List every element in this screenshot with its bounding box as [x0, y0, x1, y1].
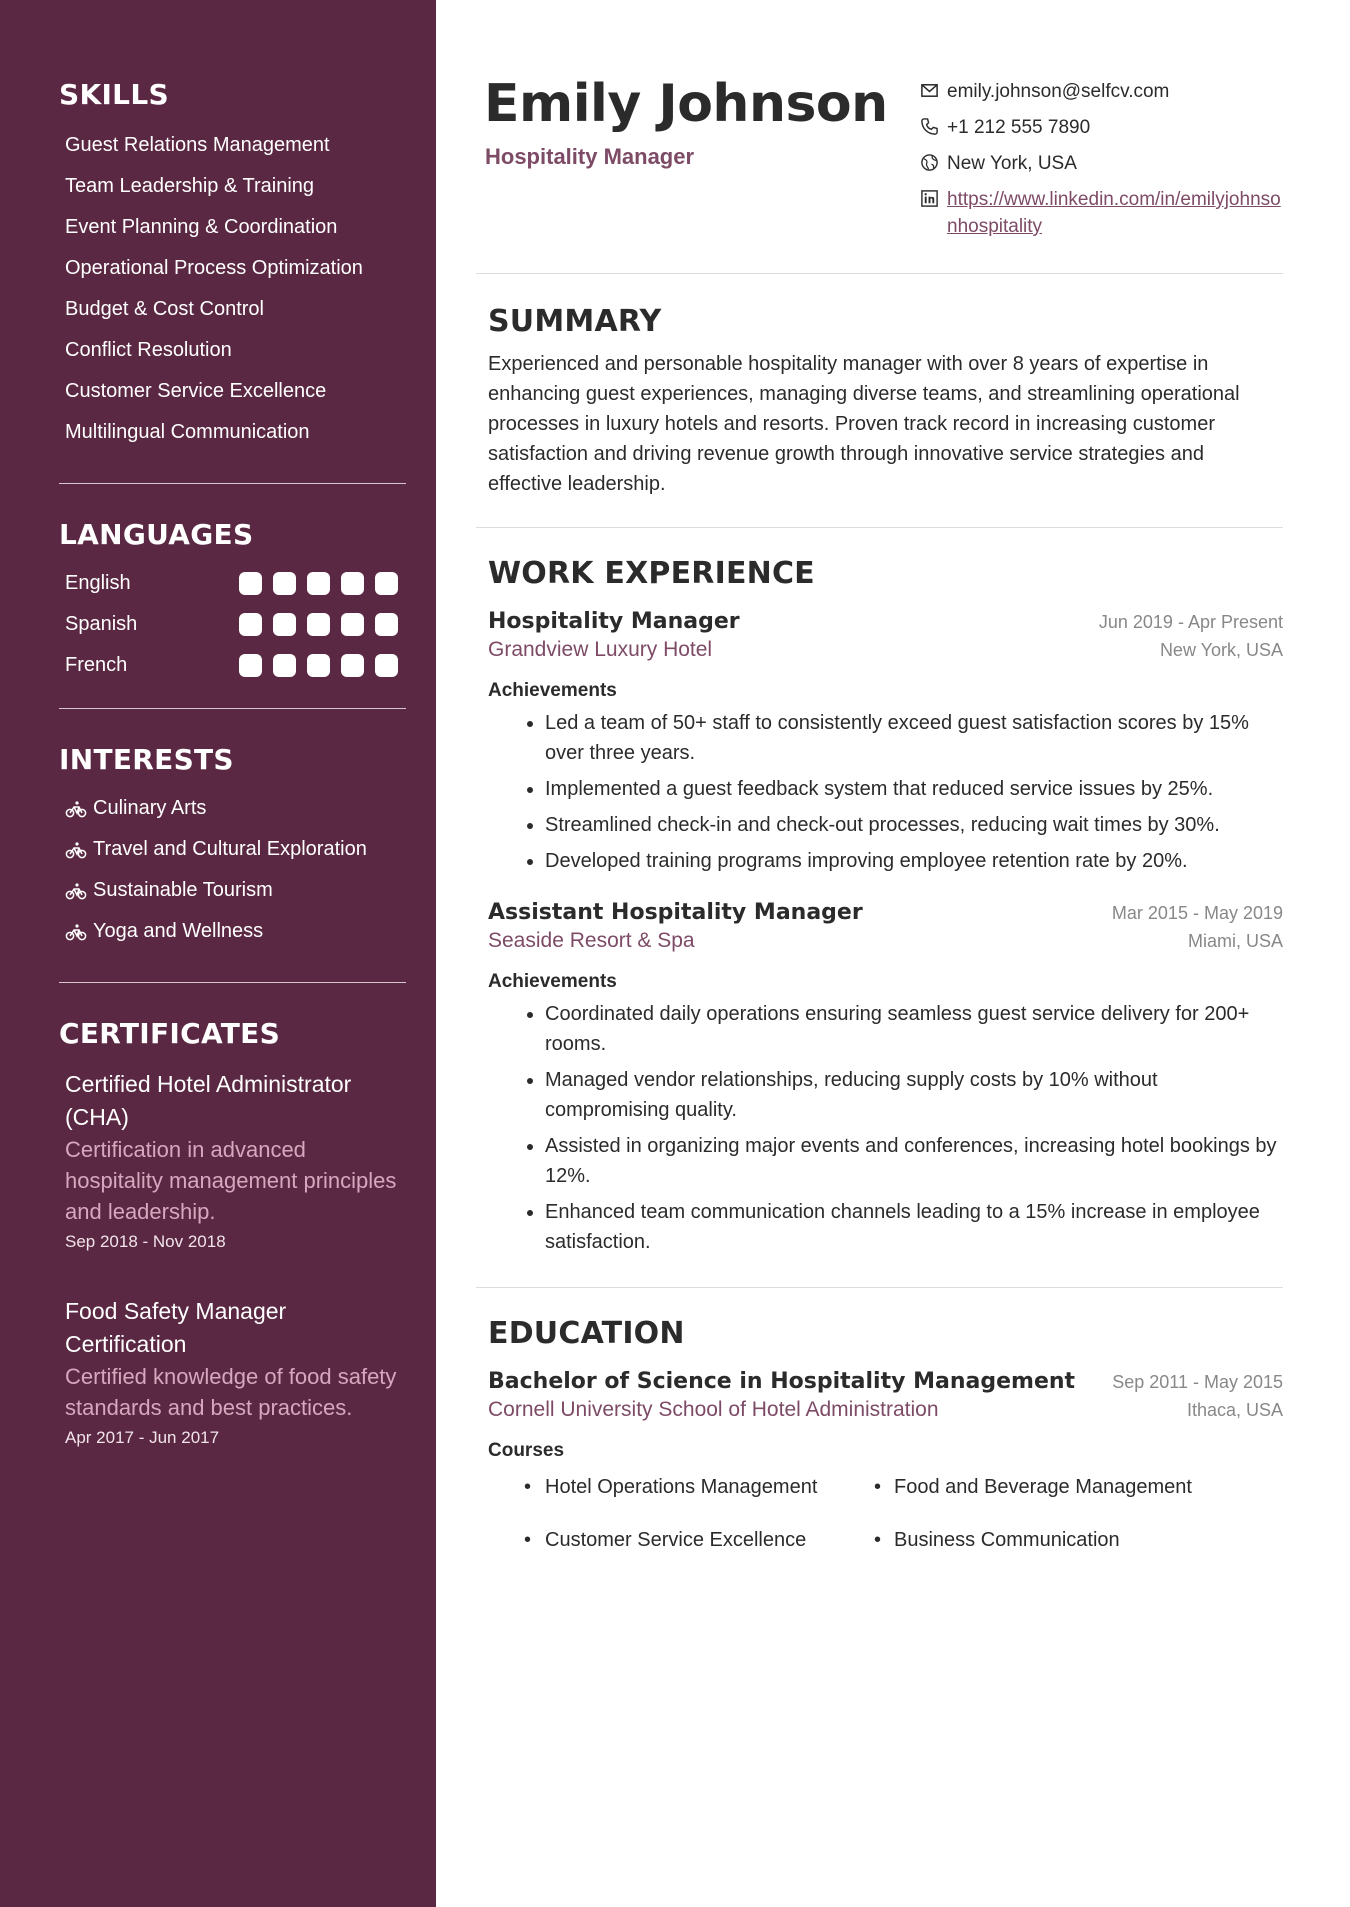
- language-item: [65, 563, 406, 604]
- language-level-dot: [273, 572, 296, 595]
- courses-label: Courses: [488, 1440, 565, 1461]
- contact-location: [920, 150, 1283, 177]
- language-level-dots: [239, 654, 398, 677]
- language-level-dot: [341, 572, 364, 595]
- language-name: Spanish: [65, 613, 138, 635]
- achievements-list: [488, 708, 1283, 876]
- certificate-item: [59, 1295, 406, 1453]
- skill-item: Budget & Cost Control: [65, 298, 264, 320]
- linkedin-link[interactable]: https://www.linkedin.com/in/emilyjohnsonhospitality: [947, 189, 1281, 237]
- certificate-description: Certification in advanced hospitality management principles and leadership.: [65, 1137, 397, 1224]
- course-item: • Business Communication: [874, 1525, 1283, 1578]
- interest-item: [65, 911, 406, 952]
- phone-text[interactable]: +1 212 555 7890: [947, 117, 1091, 138]
- certificate-description: Certified knowledge of food safety standards and best practices.: [65, 1364, 397, 1420]
- language-level-dot: [375, 654, 398, 677]
- certificate-date: Apr 2017 - Jun 2017: [65, 1428, 220, 1447]
- candidate-title: Hospitality Manager: [485, 144, 695, 169]
- contact-email: [920, 78, 1283, 105]
- bicycle-icon: [65, 800, 87, 818]
- skills-title: SKILLS: [59, 78, 169, 111]
- job-company: Grandview Luxury Hotel: [488, 638, 713, 661]
- skill-item: Customer Service Excellence: [65, 380, 327, 402]
- certificates-section: [59, 983, 406, 1453]
- certificate-title: Food Safety Manager Certification: [65, 1298, 287, 1357]
- language-name: English: [65, 572, 131, 594]
- interests-list: [59, 788, 406, 952]
- degree: Bachelor of Science in Hospitality Management: [488, 1369, 1076, 1394]
- interest-item: [65, 870, 406, 911]
- email-text[interactable]: emily.johnson@selfcv.com: [947, 81, 1170, 102]
- achievement-item: • Developed training programs improving employee retention rate by 20%.: [545, 846, 1283, 876]
- main-content: [476, 0, 1283, 1608]
- sidebar: [0, 0, 436, 1907]
- job-location: Miami, USA: [1187, 931, 1283, 951]
- education-title: EDUCATION: [488, 1316, 685, 1351]
- phone-icon: [920, 117, 939, 136]
- language-level-dot: [239, 572, 262, 595]
- certificate-title: Certified Hotel Administrator (CHA): [65, 1071, 352, 1130]
- job-location: New York, USA: [1159, 640, 1283, 660]
- achievement-item: • Coordinated daily operations ensuring seamless guest service delivery for 200+ rooms.: [545, 999, 1283, 1059]
- interest-label: Sustainable Tourism: [93, 879, 273, 901]
- summary-text: Experienced and personable hospitality manager with over 8 years of expertise in enhancing guest experiences, managing diverse teams, and streamlining operational processes in luxury hotels and resorts. Proven track record in increasing customer satisfaction and driving revenue growth through innovative service strategies and effective leadership.: [488, 353, 1240, 495]
- languages-list: [59, 563, 406, 686]
- language-level-dot: [341, 613, 364, 636]
- course-item: • Food and Beverage Management: [874, 1472, 1283, 1525]
- interest-label: Travel and Cultural Exploration: [93, 838, 367, 860]
- bicycle-icon: [65, 923, 87, 941]
- job-entry: [488, 609, 1283, 876]
- language-name: French: [65, 654, 128, 676]
- education-entry: [488, 1369, 1283, 1578]
- education-location: Ithaca, USA: [1186, 1400, 1283, 1420]
- contact-linkedin: [920, 186, 1283, 240]
- achievement-item: • Assisted in organizing major events and conferences, increasing hotel bookings by 12%.: [545, 1131, 1283, 1191]
- interest-item: [65, 788, 406, 829]
- language-level-dot: [239, 654, 262, 677]
- language-item: [65, 604, 406, 645]
- achievements-label: Achievements: [488, 680, 617, 701]
- skill-item: Operational Process Optimization: [65, 257, 363, 279]
- course-item: • Customer Service Excellence: [488, 1525, 874, 1578]
- achievement-item: • Led a team of 50+ staff to consistently exceed guest satisfaction scores by 15% over three years.: [545, 708, 1283, 768]
- summary-section: [476, 274, 1283, 528]
- achievement-item: • Enhanced team communication channels leading to a 15% increase in employee satisfaction.: [545, 1197, 1283, 1257]
- interests-title: INTERESTS: [59, 743, 234, 776]
- language-item: [65, 645, 406, 686]
- certificates-title: CERTIFICATES: [59, 1017, 281, 1050]
- skill-item: Guest Relations Management: [65, 134, 330, 156]
- achievements-label: Achievements: [488, 971, 617, 992]
- certificate-item: [59, 1068, 406, 1257]
- languages-title: LANGUAGES: [59, 518, 254, 551]
- resume-header: [476, 0, 1283, 274]
- education-date: Sep 2011 - May 2015: [1112, 1372, 1283, 1392]
- location-text: New York, USA: [947, 153, 1077, 174]
- course-item: • Hotel Operations Management: [488, 1472, 874, 1525]
- summary-title: SUMMARY: [488, 304, 662, 339]
- envelope-icon: [920, 81, 939, 100]
- certificate-date: Sep 2018 - Nov 2018: [65, 1232, 226, 1251]
- achievement-item: • Streamlined check-in and check-out processes, reducing wait times by 30%.: [545, 810, 1283, 840]
- language-level-dots: [239, 572, 398, 595]
- bicycle-icon: [65, 882, 87, 900]
- language-level-dot: [307, 613, 330, 636]
- interest-item: [65, 829, 406, 870]
- job-role: Hospitality Manager: [488, 609, 740, 634]
- language-level-dot: [239, 613, 262, 636]
- language-level-dots: [239, 613, 398, 636]
- language-level-dot: [307, 654, 330, 677]
- work-experience-title: WORK EXPERIENCE: [488, 556, 815, 591]
- language-level-dot: [273, 613, 296, 636]
- skill-item: Conflict Resolution: [65, 339, 232, 361]
- school-name: Cornell University School of Hotel Administration: [488, 1398, 939, 1421]
- achievement-item: • Implemented a guest feedback system that reduced service issues by 25%.: [545, 774, 1283, 804]
- skills-list: [59, 125, 406, 453]
- language-level-dot: [273, 654, 296, 677]
- skill-item: Multilingual Communication: [65, 421, 310, 443]
- job-entry: [488, 900, 1283, 1257]
- candidate-name: Emily Johnson: [484, 74, 888, 134]
- interests-section: [59, 709, 406, 983]
- linkedin-icon: [920, 189, 939, 208]
- language-level-dot: [341, 654, 364, 677]
- contact-phone: [920, 114, 1283, 141]
- contact-list: [920, 78, 1283, 249]
- languages-section: [59, 484, 406, 709]
- skills-section: [59, 0, 406, 484]
- bicycle-icon: [65, 841, 87, 859]
- job-date: Jun 2019 - Apr Present: [1098, 612, 1283, 632]
- education-section: [476, 1288, 1283, 1608]
- skill-item: Team Leadership & Training: [65, 175, 315, 197]
- language-level-dot: [375, 613, 398, 636]
- language-level-dot: [307, 572, 330, 595]
- interest-label: Culinary Arts: [93, 797, 207, 819]
- language-level-dot: [375, 572, 398, 595]
- work-experience-section: [476, 528, 1283, 1288]
- skill-item: Event Planning & Coordination: [65, 216, 338, 238]
- job-company: Seaside Resort & Spa: [488, 929, 695, 952]
- job-date: Mar 2015 - May 2019: [1111, 903, 1283, 923]
- courses-list: [488, 1472, 1283, 1578]
- achievement-item: • Managed vendor relationships, reducing supply costs by 10% without compromising quality.: [545, 1065, 1283, 1125]
- job-role: Assistant Hospitality Manager: [488, 900, 863, 925]
- globe-icon: [920, 153, 939, 172]
- interest-label: Yoga and Wellness: [93, 920, 264, 942]
- achievements-list: [488, 999, 1283, 1257]
